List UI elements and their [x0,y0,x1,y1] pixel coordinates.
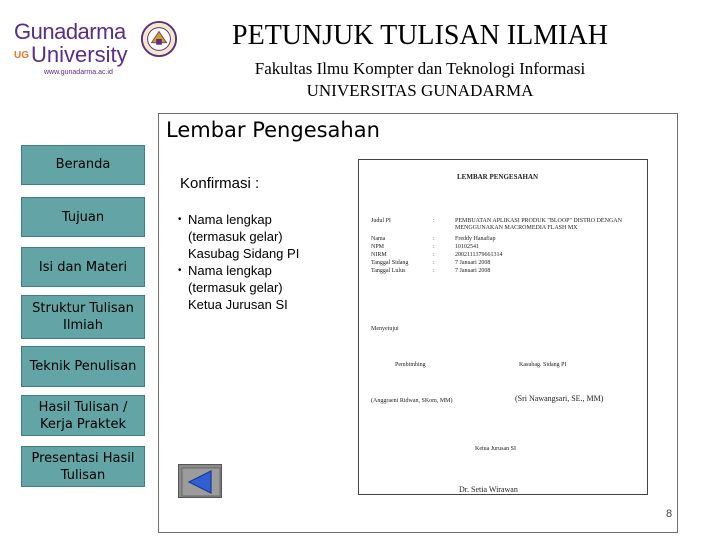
doc-field-label: Judul PI [371,218,391,224]
bullet-text: Nama lengkap [188,212,272,227]
bullet-sub: (termasuk gelar) [188,280,283,295]
bullet-list [178,211,338,313]
university-subtitle: UNIVERSITAS GUNADARMA [306,81,534,100]
page-title: PETUNJUK TULISAN ILMIAH [232,20,608,51]
doc-menyetujui: Menyetujui [371,326,399,332]
doc-pembimbing-name: (Anggraeni Ridwan, SKom, MM) [371,398,453,404]
nav-label: Struktur Tulisan Ilmiah [32,301,134,333]
approval-document-image [358,159,648,495]
doc-ketua-name: Dr. Setia Wirawan [459,485,518,494]
doc-field-label: Tanggal Sidang [371,260,409,266]
nav-label: Presentasi Hasil Tulisan [31,450,135,483]
doc-field-value: 7 Januari 2008 [455,260,491,266]
doc-field-label: NPM [371,244,385,250]
faculty-subtitle: Fakultas Ilmu Kompter dan Teknologi Informasi [254,59,586,78]
nav-label: Teknik Penulisan [29,359,137,374]
logo-line2 [14,44,134,67]
doc-colon: : [433,218,435,224]
logo-university: University [31,42,128,67]
section-title: Lembar Pengesahan [166,118,380,142]
doc-field-label: Tanggal Lulus [371,268,406,274]
nav-teknik-penulisan-button[interactable] [21,346,145,387]
doc-field-label: Nama [371,236,386,242]
bullet-item [178,211,338,228]
doc-ketua: Ketua Jurusan SI [475,446,516,452]
doc-field-value: PEMBUATAN APLIKASI PRODUK "BLOOP" DISTRO DENGAN MENGGUNAKAN MACROMEDIA FLASH MX [455,218,622,231]
bullet-item [178,262,338,279]
doc-colon: : [433,252,435,258]
nav-label: Tujuan [61,209,105,225]
doc-title: LEMBAR PENGESAHAN [457,173,539,181]
nav-isi-materi-button[interactable] [21,247,145,287]
konfirmasi-label: Konfirmasi : [180,175,260,192]
nav-label: Hasil Tulisan / Kerja Praktek [38,399,128,432]
back-arrow-icon [179,465,223,499]
bullet-dot-icon: • [178,265,182,276]
bullet-sub: (termasuk gelar) [188,229,283,244]
doc-colon: : [433,260,435,266]
bullet-sub: Ketua Jurusan SI [188,297,288,312]
logo-ug: UG [14,50,29,62]
logo-line1: Gunadarma [14,19,126,44]
nav-struktur-tulisan-button[interactable] [21,295,145,339]
logo-url: www.gunadarma.ac.id [44,69,113,77]
nav-hasil-tulisan-button[interactable] [21,395,145,436]
doc-colon: : [433,244,435,250]
doc-field-value: Freddy Hanafiap [455,236,496,242]
nav-tujuan-button[interactable] [21,197,145,237]
university-logo [14,20,174,80]
page-number: 8 [666,508,673,520]
back-button[interactable] [178,464,222,498]
doc-pembimbing: Pembimbing [395,362,426,368]
bullet-sub: Kasubag Sidang PI [188,246,300,261]
doc-colon: : [433,268,435,274]
doc-kasubag: Kasubag. Sidang PI [519,362,567,368]
doc-field-label: NIRM [371,252,387,258]
nav-beranda-button[interactable] [21,145,145,185]
bullet-dot-icon: • [178,214,182,225]
doc-field-value: 2002111379661314 [455,252,503,258]
nav-label: Beranda [55,157,111,172]
bullet-text: Nama lengkap [188,263,272,278]
nav-presentasi-button[interactable] [21,446,145,487]
doc-colon: : [433,236,435,242]
logo-text [14,20,134,76]
doc-kasubag-name: (Sri Nawangsari, SE., MM) [515,394,604,403]
doc-field-value: 7 Januari 2008 [455,268,491,274]
nav-label: Isi dan Materi [38,259,128,275]
university-seal-icon [140,20,178,58]
doc-field-value: 10102541 [455,244,479,250]
